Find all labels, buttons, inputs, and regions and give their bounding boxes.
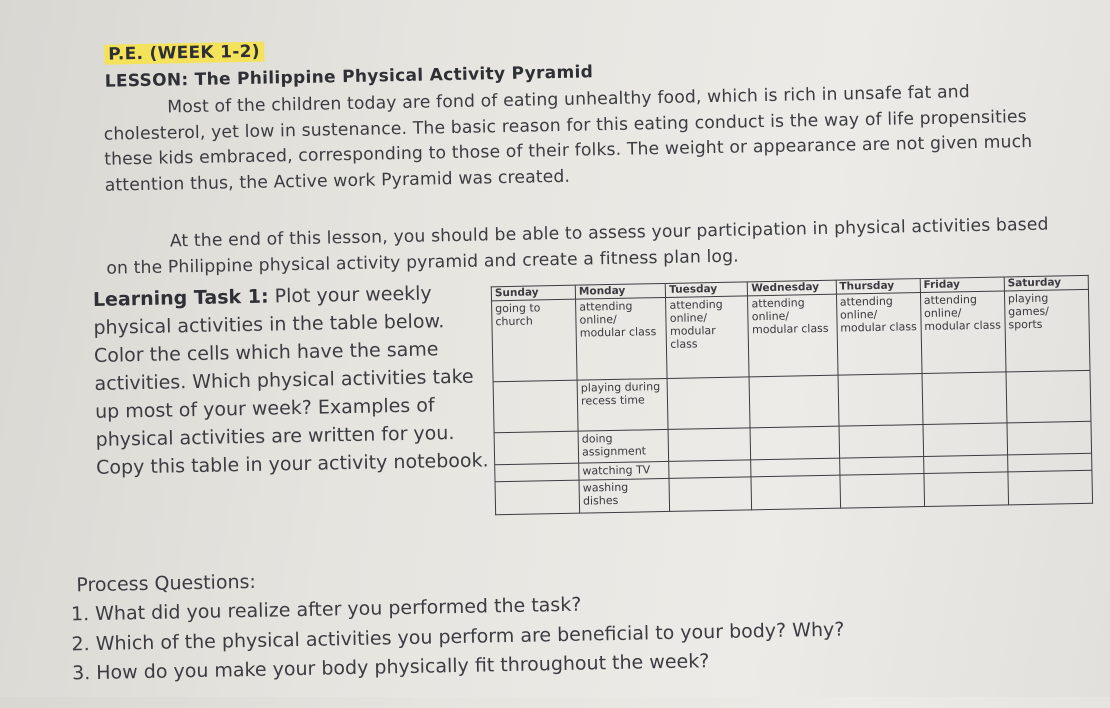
header-cell: Monday bbox=[575, 283, 666, 299]
lesson-title: LESSON: The Philippine Physical Activity Pyramid bbox=[104, 62, 594, 92]
table-cell bbox=[924, 472, 1009, 507]
header-cell: Thursday bbox=[836, 279, 920, 295]
table-cell bbox=[495, 480, 580, 515]
process-question-2: 2. Which of the physical activities you perform are beneficial to your body? Why? bbox=[71, 618, 845, 656]
table-cell bbox=[667, 377, 750, 430]
learning-task-label: Learning Task 1: bbox=[92, 285, 269, 311]
intro-paragraph-text: Most of the children today are fond of eating unhealthy food, which is rich in unsafe fat and cholesterol, yet low in sustenance. The basic reason for this eating conduct is the way of life propensities these kids embraced, corresponding to those of their folks. The weight or appearance are not given much attention thus, the Active work Pyramid was created. bbox=[103, 82, 1033, 196]
table-row bbox=[492, 289, 1090, 381]
header-cell: Friday bbox=[920, 277, 1004, 293]
learning-task-text: Plot your weekly physical activities in the table below. Color the cells which have the same activities. Which physical activities take up most of your week? Examples of physical activities are written for you. Copy this table in your activity notebook. bbox=[93, 282, 489, 479]
table-cell: doing assignment bbox=[578, 429, 669, 463]
table-cell bbox=[922, 372, 1007, 425]
table-cell bbox=[669, 477, 752, 512]
table-cell: attending online/ modular class bbox=[920, 291, 1006, 374]
table-cell bbox=[494, 431, 579, 465]
table-cell bbox=[840, 474, 925, 509]
learning-task bbox=[93, 278, 497, 482]
process-question-1: 1. What did you realize after you performed the task? bbox=[70, 593, 582, 626]
table-cell: watching TV bbox=[579, 461, 670, 480]
table-cell: playing during recess time bbox=[577, 378, 668, 431]
table-cell bbox=[668, 428, 751, 462]
table-cell bbox=[839, 425, 924, 459]
process-questions-title: Process Questions: bbox=[76, 570, 257, 597]
table-cell: going to church bbox=[492, 299, 578, 382]
table-cell bbox=[669, 460, 751, 479]
table-cell bbox=[751, 475, 840, 510]
table-cell: attending online/ modular class bbox=[576, 297, 668, 380]
table-cell: attending online/ modular class bbox=[836, 293, 922, 376]
table-cell bbox=[1006, 370, 1091, 423]
process-question-3: 3. How do you make your body physically fit throughout the week? bbox=[71, 650, 710, 685]
intro-paragraph bbox=[103, 78, 1055, 198]
table-cell: attending online/ modular class bbox=[666, 296, 750, 379]
table-cell bbox=[493, 380, 578, 433]
table-cell: washing dishes bbox=[579, 478, 670, 513]
objective-paragraph-text: At the end of this lesson, you should be able to assess your participation in physical activities based on the Philippine physical activity pyramid and create a fitness plan log. bbox=[106, 214, 1049, 279]
table-cell bbox=[839, 457, 923, 476]
weekly-activity-table bbox=[491, 275, 1093, 515]
table-cell bbox=[1007, 453, 1091, 472]
objective-paragraph bbox=[106, 212, 1057, 281]
table-cell bbox=[751, 458, 840, 477]
table-cell bbox=[838, 374, 923, 427]
table-cell bbox=[1008, 470, 1093, 505]
table-cell: playing games/ sports bbox=[1004, 289, 1090, 372]
header-cell: Sunday bbox=[491, 285, 575, 301]
table-cell bbox=[750, 426, 839, 460]
header-cell: Saturday bbox=[1004, 275, 1088, 291]
table-cell bbox=[923, 423, 1008, 457]
table-cell bbox=[495, 463, 579, 482]
header-cell: Wednesday bbox=[748, 280, 836, 296]
table-cell bbox=[749, 375, 838, 428]
table-cell bbox=[1007, 421, 1092, 455]
week-title: P.E. (WEEK 1-2) bbox=[104, 42, 264, 65]
table-cell bbox=[923, 455, 1007, 474]
table-cell: attending online/ modular class bbox=[748, 294, 838, 377]
header-cell: Tuesday bbox=[666, 282, 748, 298]
